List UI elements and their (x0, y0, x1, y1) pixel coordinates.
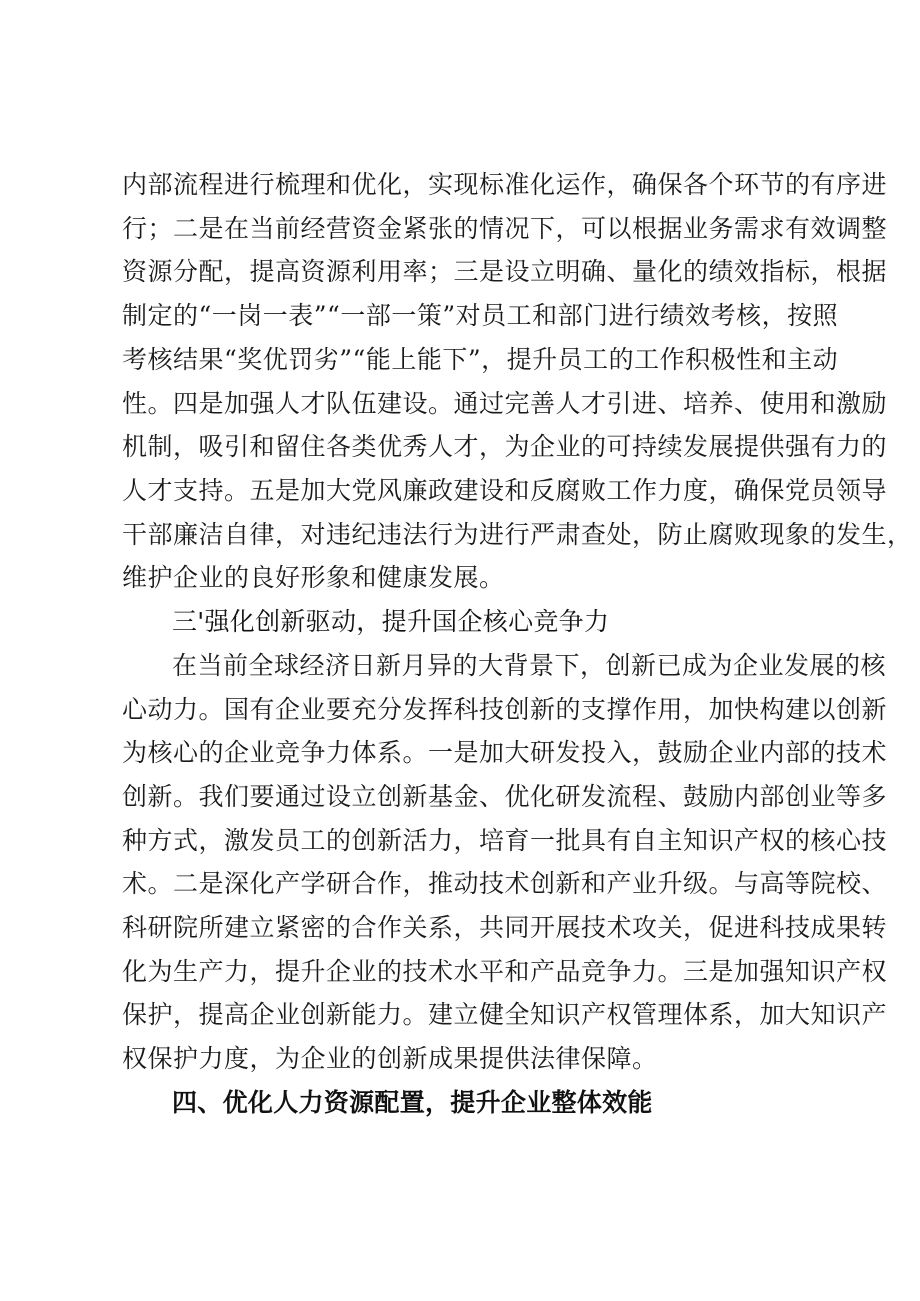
paragraph-line: 机制，吸引和留住各类优秀人才，为企业的可持续发展提供强有力的 (122, 432, 888, 461)
section-heading-4: 四、优化人力资源配置，提升企业整体效能 (172, 1088, 653, 1117)
paragraph-line: 化为生产力，提升企业的技术水平和产品竞争力。三是加强知识产权 (122, 957, 888, 986)
paragraph-line: 术。二是深化产学研合作，推动技术创新和产业升级。与高等院校、 (122, 869, 888, 898)
paragraph-line: 制定的“一岗一表”“一部一策”对员工和部门进行绩效考核，按照 (122, 301, 839, 330)
paragraph-line: 考核结果“奖优罚劣”“能上能下”，提升员工的工作积极性和主动 (122, 345, 839, 374)
paragraph-line: 为核心的企业竞争力体系。一是加大研发投入，鼓励企业内部的技术 (122, 738, 888, 767)
paragraph-line: 人才支持。五是加大党风廉政建设和反腐败工作力度，确保党员领导 (122, 476, 888, 505)
paragraph-line: 内部流程进行梳理和优化，实现标准化运作，确保各个环节的有序进 (122, 170, 888, 199)
paragraph-line: 维护企业的良好形象和健康发展。 (122, 563, 505, 592)
paragraph-line: 在当前全球经济日新月异的大背景下，创新已成为企业发展的核 (172, 651, 887, 680)
paragraph-line: 干部廉洁自律，对违纪违法行为进行严肃查处，防止腐败现象的发生， (122, 520, 913, 549)
paragraph-line: 资源分配，提高资源利用率；三是设立明确、量化的绩效指标，根据 (122, 257, 888, 286)
section-heading-3: 三'强化创新驱动，提升国企核心竞争力 (172, 607, 610, 636)
paragraph-line: 性。四是加强人才队伍建设。通过完善人才引进、培养、使用和激励 (122, 389, 888, 418)
paragraph-line: 创新。我们要通过设立创新基金、优化研发流程、鼓励内部创业等多 (122, 782, 888, 811)
paragraph-line: 权保护力度，为企业的创新成果提供法律保障。 (122, 1044, 658, 1073)
paragraph-line: 种方式，激发员工的创新活力，培育一批具有自主知识产权的核心技 (122, 826, 888, 855)
paragraph-line: 心动力。国有企业要充分发挥科技创新的支撑作用，加快构建以创新 (122, 695, 888, 724)
paragraph-line: 科研院所建立紧密的合作关系，共同开展技术攻关，促进科技成果转 (122, 913, 888, 942)
paragraph-line: 行；二是在当前经营资金紧张的情况下，可以根据业务需求有效调整 (122, 214, 888, 243)
paragraph-line: 保护，提高企业创新能力。建立健全知识产权管理体系，加大知识产 (122, 1000, 888, 1029)
